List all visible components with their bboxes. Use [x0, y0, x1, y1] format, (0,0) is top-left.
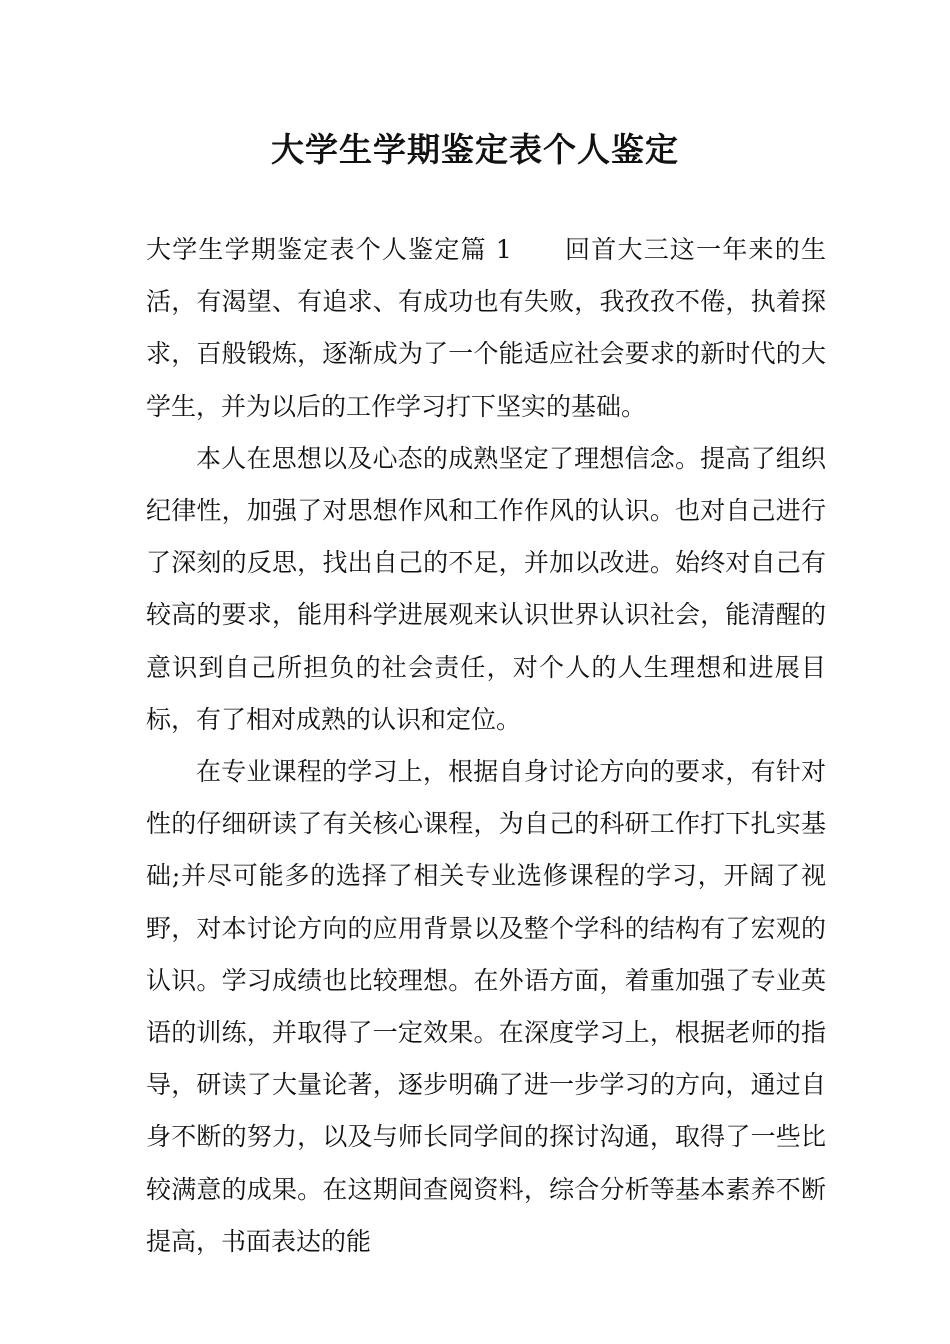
- document-title: 大学生学期鉴定表个人鉴定: [271, 130, 679, 169]
- paragraph-2: 本人在思想以及心态的成熟坚定了理想信念。提高了组织纪律性，加强了对思想作风和工作作风的认识。也对自己进行了深刻的反思，找出自己的不足，并加以改进。始终对自己有较高的要求，能用科学进展观来认识世界认识社会，能清醒的意识到自己所担负的社会责任，对个人的人生理想和进展目标，有了相对成熟的认识和定位。: [146, 443, 826, 734]
- section-label: 大学生学期鉴定表个人鉴定篇 1: [146, 235, 512, 264]
- document-body: [146, 224, 826, 1268]
- paragraph-1: [146, 224, 826, 433]
- paragraph-1-text: 回首大三这一年来的生活，有渴望、有追求、有成功也有失败，我孜孜不倦，执着探求，百般锻炼，逐渐成为了一个能适应社会要求的新时代的大学生，并为以后的工作学习打下坚实的基础。: [146, 235, 826, 421]
- paragraph-3: 在专业课程的学习上，根据自身讨论方向的要求，有针对性的仔细研读了有关核心课程，为自己的科研工作打下扎实基础;并尽可能多的选择了相关专业选修课程的学习，开阔了视野，对本讨论方向的应用背景以及整个学科的结构有了宏观的认识。学习成绩也比较理想。在外语方面，着重加强了专业英语的训练，并取得了一定效果。在深度学习上，根据老师的指导，研读了大量论著，逐步明确了进一步学习的方向，通过自身不断的努力，以及与师长同学间的探讨沟通，取得了一些比较满意的成果。在这期间查阅资料，综合分析等基本素养不断提高，书面表达的能: [146, 757, 826, 1256]
